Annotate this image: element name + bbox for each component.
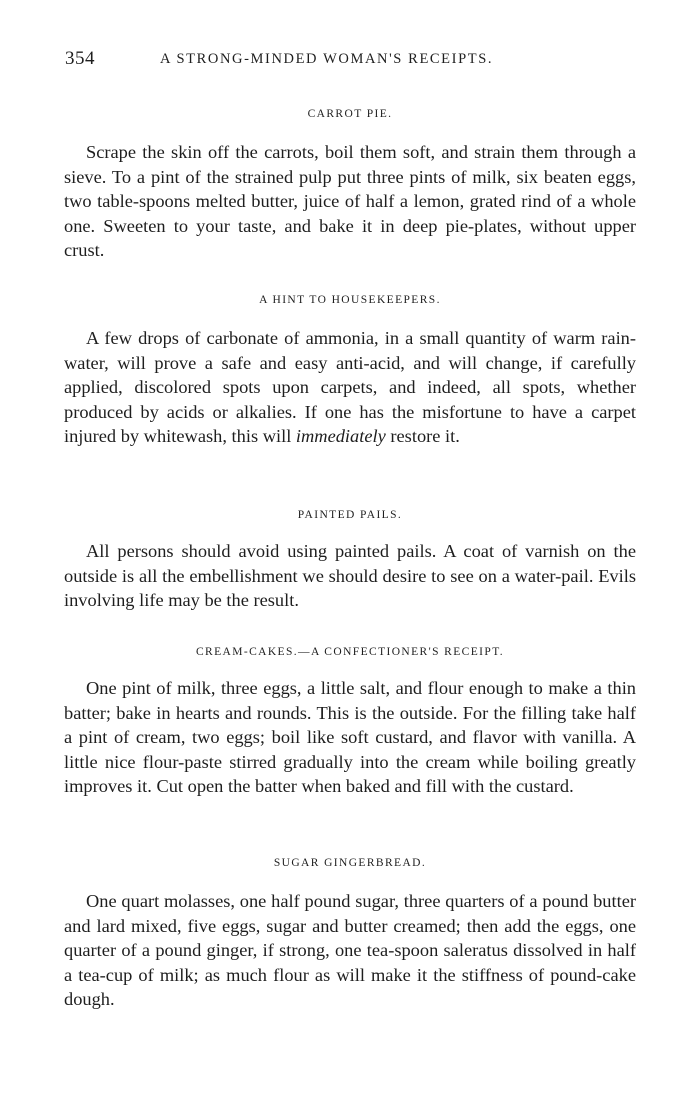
section-body — [64, 326, 636, 449]
body-text: restore it. — [385, 426, 460, 447]
page-number: 354 — [65, 48, 95, 69]
hint-to-housekeepers — [64, 292, 636, 449]
section-title: SUGAR GINGERBREAD. — [273, 857, 427, 869]
cream-cakes — [64, 644, 636, 799]
sugar-gingerbread — [64, 855, 636, 1012]
section-title: CARROT PIE. — [307, 108, 393, 120]
section-body: Scrape the skin off the carrots, boil them soft, and strain them through a sieve. To a pint of the strained pulp put three pints of milk, six beaten eggs, two table-spoons melted butter, juice of half a lemon, grated rind of a whole one. Sweeten to your taste, and bake it in deep pie-plates, without upper crust. — [64, 142, 636, 261]
painted-pails — [64, 507, 636, 613]
emphasized-text: immediately — [295, 426, 386, 447]
section-body: One quart molasses, one half pound sugar, three quarters of a pound butter and lard mixed, five eggs, sugar and butter creamed; then add the eggs, one quarter of a pound ginger, if strong, one tea-spoon saleratus dissolved in half a tea-cup of milk; as much flour as will make it the stiffness of pound-cake dough. — [64, 891, 636, 1010]
section-title: PAINTED PAILS. — [297, 509, 403, 521]
running-head — [65, 48, 640, 76]
running-title: A STRONG-MINDED WOMAN'S RECEIPTS. — [160, 51, 494, 67]
section-body: One pint of milk, three eggs, a little salt, and flour enough to make a thin batter; bake in hearts and rounds. This is the outside. For the filling take half a pint of cream, two eggs; boil like soft custard, and flavor with vanilla. A little nice flour-paste stirred gradually into the cream while boiling greatly improves it. Cut open the batter when baked and fill with the custard. — [64, 678, 636, 797]
body-text: A few drops of carbonate of ammonia, in a small quantity of warm rain-water, will prove a safe and easy anti-acid, and will change, if carefully applied, discolored spots upon carpets, and indeed, all spots, whether produced by acids or alkalies. If one has the misfortune to have a carpet injured by whitewash, this will — [64, 328, 636, 447]
section-title: CREAM-CAKES.—A CONFECTIONER'S RECEIPT. — [195, 646, 505, 658]
recipe-carrot-pie — [64, 106, 636, 263]
section-body: All persons should avoid using painted pails. A coat of varnish on the outside is all the embellishment we should desire to see on a water-pail. Evils involving life may be the result. — [64, 541, 636, 611]
section-title: A HINT TO HOUSEKEEPERS. — [259, 294, 441, 306]
